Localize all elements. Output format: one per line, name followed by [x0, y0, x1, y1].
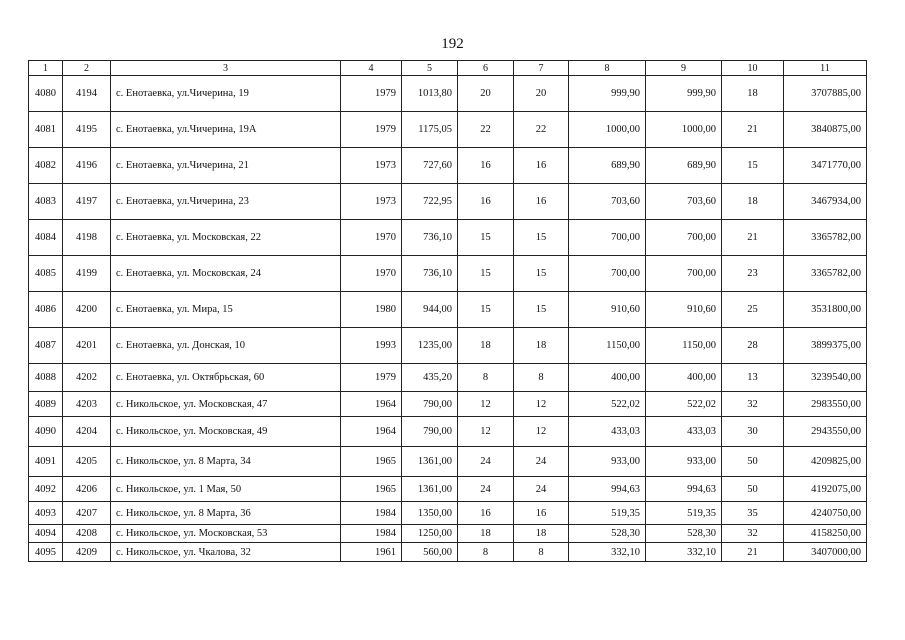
table-cell-col-9: 1150,00	[646, 328, 722, 364]
table-cell-col-3: с. Никольское, ул. Чкалова, 32	[111, 543, 341, 562]
table-cell-col-7: 8	[514, 543, 569, 562]
table-cell-col-4: 1980	[341, 292, 402, 328]
table-cell-col-10: 32	[722, 392, 784, 417]
table-cell-col-7: 15	[514, 220, 569, 256]
table-cell-col-9: 700,00	[646, 220, 722, 256]
table-cell-col-5: 790,00	[402, 392, 458, 417]
table-cell-col-3: с. Енотаевка, ул.Чичерина, 23	[111, 184, 341, 220]
table-cell-col-4: 1979	[341, 112, 402, 148]
table-cell-col-5: 435,20	[402, 364, 458, 392]
table-cell-col-7: 18	[514, 525, 569, 543]
table-cell-col-2: 4204	[63, 417, 111, 447]
table-cell-col-11: 3407000,00	[784, 543, 867, 562]
table-cell-col-1: 4092	[29, 477, 63, 502]
table-row	[29, 292, 867, 328]
table-cell-col-11: 3531800,00	[784, 292, 867, 328]
table-cell-col-7: 12	[514, 417, 569, 447]
table-cell-col-8: 433,03	[569, 417, 646, 447]
table-cell-col-7: 24	[514, 477, 569, 502]
table-cell-col-4: 1964	[341, 417, 402, 447]
table-cell-col-4: 1970	[341, 220, 402, 256]
table-cell-col-2: 4197	[63, 184, 111, 220]
column-header-2: 2	[63, 61, 111, 76]
table-header	[29, 61, 867, 76]
table-cell-col-6: 15	[458, 292, 514, 328]
table-row	[29, 447, 867, 477]
table-cell-col-4: 1979	[341, 76, 402, 112]
table-cell-col-6: 15	[458, 220, 514, 256]
table-cell-col-3: с. Никольское, ул. 1 Мая, 50	[111, 477, 341, 502]
table-cell-col-2: 4208	[63, 525, 111, 543]
table-cell-col-2: 4194	[63, 76, 111, 112]
table-cell-col-1: 4082	[29, 148, 63, 184]
table-cell-col-6: 16	[458, 184, 514, 220]
table-row	[29, 392, 867, 417]
table-cell-col-9: 703,60	[646, 184, 722, 220]
table-row	[29, 328, 867, 364]
table-cell-col-3: с. Никольское, ул. Московская, 47	[111, 392, 341, 417]
table-row	[29, 220, 867, 256]
table-cell-col-8: 994,63	[569, 477, 646, 502]
table-cell-col-9: 700,00	[646, 256, 722, 292]
table-cell-col-8: 400,00	[569, 364, 646, 392]
table-cell-col-2: 4196	[63, 148, 111, 184]
table-row	[29, 525, 867, 543]
table-cell-col-7: 15	[514, 292, 569, 328]
table-cell-col-7: 24	[514, 447, 569, 477]
table-cell-col-7: 16	[514, 148, 569, 184]
table-cell-col-9: 994,63	[646, 477, 722, 502]
table-cell-col-10: 21	[722, 220, 784, 256]
table-cell-col-9: 332,10	[646, 543, 722, 562]
table-cell-col-3: с. Никольское, ул. 8 Марта, 36	[111, 502, 341, 525]
table-cell-col-3: с. Енотаевка, ул.Чичерина, 21	[111, 148, 341, 184]
table-cell-col-1: 4093	[29, 502, 63, 525]
table-cell-col-8: 332,10	[569, 543, 646, 562]
table-cell-col-9: 528,30	[646, 525, 722, 543]
table-cell-col-2: 4201	[63, 328, 111, 364]
table-cell-col-1: 4080	[29, 76, 63, 112]
table-cell-col-1: 4086	[29, 292, 63, 328]
table-cell-col-4: 1979	[341, 364, 402, 392]
table-cell-col-9: 1000,00	[646, 112, 722, 148]
table-cell-col-7: 16	[514, 184, 569, 220]
table-cell-col-1: 4083	[29, 184, 63, 220]
table-cell-col-1: 4095	[29, 543, 63, 562]
table-cell-col-5: 1361,00	[402, 477, 458, 502]
table-cell-col-5: 1250,00	[402, 525, 458, 543]
table-cell-col-5: 722,95	[402, 184, 458, 220]
table-cell-col-10: 21	[722, 112, 784, 148]
table-cell-col-4: 1961	[341, 543, 402, 562]
table-cell-col-6: 18	[458, 328, 514, 364]
table-cell-col-6: 24	[458, 477, 514, 502]
table-cell-col-11: 4158250,00	[784, 525, 867, 543]
table-cell-col-10: 21	[722, 543, 784, 562]
table-cell-col-11: 4192075,00	[784, 477, 867, 502]
table-cell-col-1: 4085	[29, 256, 63, 292]
table-cell-col-8: 933,00	[569, 447, 646, 477]
table-cell-col-3: с. Енотаевка, ул.Чичерина, 19А	[111, 112, 341, 148]
table-cell-col-8: 522,02	[569, 392, 646, 417]
table-cell-col-11: 3707885,00	[784, 76, 867, 112]
table-cell-col-2: 4205	[63, 447, 111, 477]
table-cell-col-4: 1973	[341, 148, 402, 184]
table-cell-col-4: 1964	[341, 392, 402, 417]
table-cell-col-2: 4195	[63, 112, 111, 148]
column-header-3: 3	[111, 61, 341, 76]
table-cell-col-10: 50	[722, 447, 784, 477]
table-cell-col-4: 1970	[341, 256, 402, 292]
table-cell-col-11: 3365782,00	[784, 220, 867, 256]
table-cell-col-9: 522,02	[646, 392, 722, 417]
table-cell-col-11: 2983550,00	[784, 392, 867, 417]
table-cell-col-10: 25	[722, 292, 784, 328]
table-cell-col-10: 30	[722, 417, 784, 447]
table-cell-col-5: 1350,00	[402, 502, 458, 525]
table-cell-col-8: 689,90	[569, 148, 646, 184]
table-cell-col-8: 1150,00	[569, 328, 646, 364]
column-header-11: 11	[784, 61, 867, 76]
table-row	[29, 76, 867, 112]
table-cell-col-4: 1984	[341, 525, 402, 543]
table-cell-col-3: с. Енотаевка, ул.Чичерина, 19	[111, 76, 341, 112]
table-cell-col-5: 560,00	[402, 543, 458, 562]
table-cell-col-9: 999,90	[646, 76, 722, 112]
table-cell-col-11: 4240750,00	[784, 502, 867, 525]
table-row	[29, 477, 867, 502]
table-row	[29, 256, 867, 292]
table-cell-col-7: 12	[514, 392, 569, 417]
table-cell-col-8: 528,30	[569, 525, 646, 543]
table-cell-col-5: 727,60	[402, 148, 458, 184]
column-header-7: 7	[514, 61, 569, 76]
table-cell-col-9: 519,35	[646, 502, 722, 525]
table-cell-col-9: 933,00	[646, 447, 722, 477]
table-cell-col-3: с. Никольское, ул. 8 Марта, 34	[111, 447, 341, 477]
column-header-6: 6	[458, 61, 514, 76]
table-cell-col-1: 4089	[29, 392, 63, 417]
table-cell-col-2: 4206	[63, 477, 111, 502]
table-cell-col-10: 50	[722, 477, 784, 502]
table-cell-col-5: 944,00	[402, 292, 458, 328]
table-cell-col-8: 700,00	[569, 256, 646, 292]
table-cell-col-11: 3239540,00	[784, 364, 867, 392]
table-cell-col-6: 18	[458, 525, 514, 543]
table-cell-col-1: 4090	[29, 417, 63, 447]
table-cell-col-6: 20	[458, 76, 514, 112]
table-cell-col-6: 16	[458, 502, 514, 525]
column-header-8: 8	[569, 61, 646, 76]
table-cell-col-2: 4202	[63, 364, 111, 392]
table-cell-col-8: 703,60	[569, 184, 646, 220]
table-cell-col-7: 20	[514, 76, 569, 112]
table-cell-col-10: 23	[722, 256, 784, 292]
table-row	[29, 502, 867, 525]
table-cell-col-6: 12	[458, 392, 514, 417]
page-number: 192	[441, 36, 464, 52]
table-cell-col-2: 4203	[63, 392, 111, 417]
table-row	[29, 184, 867, 220]
table-cell-col-5: 736,10	[402, 256, 458, 292]
table-cell-col-5: 790,00	[402, 417, 458, 447]
table-cell-col-6: 24	[458, 447, 514, 477]
table-cell-col-5: 1013,80	[402, 76, 458, 112]
column-header-4: 4	[341, 61, 402, 76]
table-cell-col-10: 15	[722, 148, 784, 184]
table-cell-col-2: 4199	[63, 256, 111, 292]
table-cell-col-11: 2943550,00	[784, 417, 867, 447]
table-row	[29, 417, 867, 447]
table-cell-col-10: 13	[722, 364, 784, 392]
table-cell-col-10: 28	[722, 328, 784, 364]
table-cell-col-7: 16	[514, 502, 569, 525]
table-cell-col-11: 3840875,00	[784, 112, 867, 148]
table-cell-col-6: 16	[458, 148, 514, 184]
table-cell-col-8: 700,00	[569, 220, 646, 256]
table-cell-col-5: 1361,00	[402, 447, 458, 477]
table-row	[29, 112, 867, 148]
table-cell-col-8: 519,35	[569, 502, 646, 525]
table-cell-col-1: 4091	[29, 447, 63, 477]
table-cell-col-4: 1965	[341, 477, 402, 502]
table-cell-col-8: 999,90	[569, 76, 646, 112]
table-cell-col-7: 15	[514, 256, 569, 292]
table-cell-col-7: 8	[514, 364, 569, 392]
table-cell-col-8: 910,60	[569, 292, 646, 328]
table-cell-col-3: с. Енотаевка, ул. Московская, 24	[111, 256, 341, 292]
table-cell-col-6: 22	[458, 112, 514, 148]
table-cell-col-5: 1235,00	[402, 328, 458, 364]
column-header-9: 9	[646, 61, 722, 76]
table-cell-col-10: 35	[722, 502, 784, 525]
table-cell-col-10: 18	[722, 76, 784, 112]
table-cell-col-9: 689,90	[646, 148, 722, 184]
table-row	[29, 148, 867, 184]
table-row	[29, 364, 867, 392]
table-cell-col-4: 1993	[341, 328, 402, 364]
table-cell-col-2: 4209	[63, 543, 111, 562]
table-cell-col-6: 8	[458, 543, 514, 562]
table-cell-col-3: с. Енотаевка, ул. Московская, 22	[111, 220, 341, 256]
header-row	[29, 61, 867, 76]
table-cell-col-9: 433,03	[646, 417, 722, 447]
column-header-1: 1	[29, 61, 63, 76]
column-header-10: 10	[722, 61, 784, 76]
table-cell-col-4: 1973	[341, 184, 402, 220]
table-cell-col-10: 18	[722, 184, 784, 220]
column-header-5: 5	[402, 61, 458, 76]
table-cell-col-5: 736,10	[402, 220, 458, 256]
table-cell-col-1: 4088	[29, 364, 63, 392]
table-cell-col-1: 4081	[29, 112, 63, 148]
table-cell-col-9: 910,60	[646, 292, 722, 328]
table-cell-col-10: 32	[722, 525, 784, 543]
table-cell-col-1: 4084	[29, 220, 63, 256]
table-cell-col-11: 3467934,00	[784, 184, 867, 220]
table-cell-col-2: 4207	[63, 502, 111, 525]
table-body	[29, 76, 867, 562]
table-cell-col-4: 1984	[341, 502, 402, 525]
table-cell-col-9: 400,00	[646, 364, 722, 392]
table-cell-col-1: 4094	[29, 525, 63, 543]
table-cell-col-11: 3899375,00	[784, 328, 867, 364]
table-cell-col-8: 1000,00	[569, 112, 646, 148]
table-cell-col-2: 4200	[63, 292, 111, 328]
table-cell-col-5: 1175,05	[402, 112, 458, 148]
table-cell-col-6: 15	[458, 256, 514, 292]
table-cell-col-6: 8	[458, 364, 514, 392]
table-cell-col-3: с. Енотаевка, ул. Донская, 10	[111, 328, 341, 364]
table-cell-col-4: 1965	[341, 447, 402, 477]
table-cell-col-3: с. Никольское, ул. Московская, 49	[111, 417, 341, 447]
table-cell-col-7: 22	[514, 112, 569, 148]
table-cell-col-2: 4198	[63, 220, 111, 256]
table-cell-col-7: 18	[514, 328, 569, 364]
table-cell-col-1: 4087	[29, 328, 63, 364]
table-cell-col-3: с. Енотаевка, ул. Октябрьская, 60	[111, 364, 341, 392]
table-cell-col-6: 12	[458, 417, 514, 447]
table-row	[29, 543, 867, 562]
table-cell-col-3: с. Никольское, ул. Московская, 53	[111, 525, 341, 543]
table-cell-col-3: с. Енотаевка, ул. Мира, 15	[111, 292, 341, 328]
table-cell-col-11: 3365782,00	[784, 256, 867, 292]
register-table	[28, 60, 867, 562]
table-cell-col-11: 3471770,00	[784, 148, 867, 184]
table-cell-col-11: 4209825,00	[784, 447, 867, 477]
